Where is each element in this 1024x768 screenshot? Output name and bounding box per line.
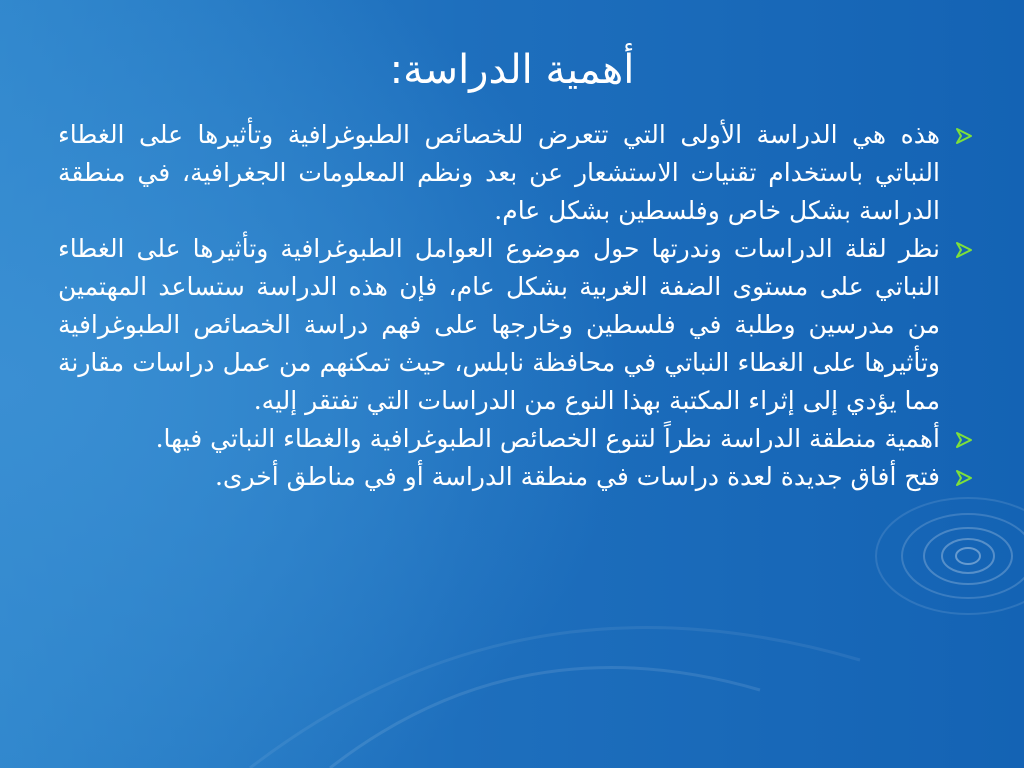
bullet-text: هذه هي الدراسة الأولى التي تتعرض للخصائص الطبوغرافية وتأثيرها على الغطاء النباتي باستخدام تقنيات الاستشعار عن بعد ونظم المعلومات الجغرافية، في منطقة الدراسة بشكل خاص وفلسطين بشكل عام. bbox=[58, 120, 940, 225]
arrow-bullet-icon bbox=[954, 127, 974, 145]
arrow-bullet-icon bbox=[954, 469, 974, 487]
bullet-text: نظر لقلة الدراسات وندرتها حول موضوع العوامل الطبوغرافية وتأثيرها على الغطاء النباتي على مستوى الضفة الغربية بشكل عام، فإن هذه الدراسة ستساعد المهتمين من مدرسين وطلبة في فلسطين وخارجها على فهم دراسة الخصائص الطبوغرافية وتأثيرها على الغطاء النباتي في محافظة نابلس، حيث تمكنهم من عمل دراسات مقارنة مما يؤدي إلى إثراء المكتبة بهذا النوع من الدراسات التي تفتقر إليه. bbox=[58, 234, 940, 415]
bullet-item bbox=[58, 116, 976, 230]
arrow-bullet-icon bbox=[954, 241, 974, 259]
arrow-bullet-icon bbox=[954, 431, 974, 449]
bullet-item bbox=[58, 458, 976, 496]
bullet-text: فتح أفاق جديدة لعدة دراسات في منطقة الدراسة أو في مناطق أخرى. bbox=[214, 462, 940, 491]
bullet-list bbox=[58, 116, 976, 496]
bullet-text: أهمية منطقة الدراسة نظراً لتنوع الخصائص الطبوغرافية والغطاء النباتي فيها. bbox=[155, 424, 940, 453]
bullet-item bbox=[58, 420, 976, 458]
slide-title: أهمية الدراسة: bbox=[389, 47, 635, 93]
bullet-item bbox=[58, 230, 976, 420]
